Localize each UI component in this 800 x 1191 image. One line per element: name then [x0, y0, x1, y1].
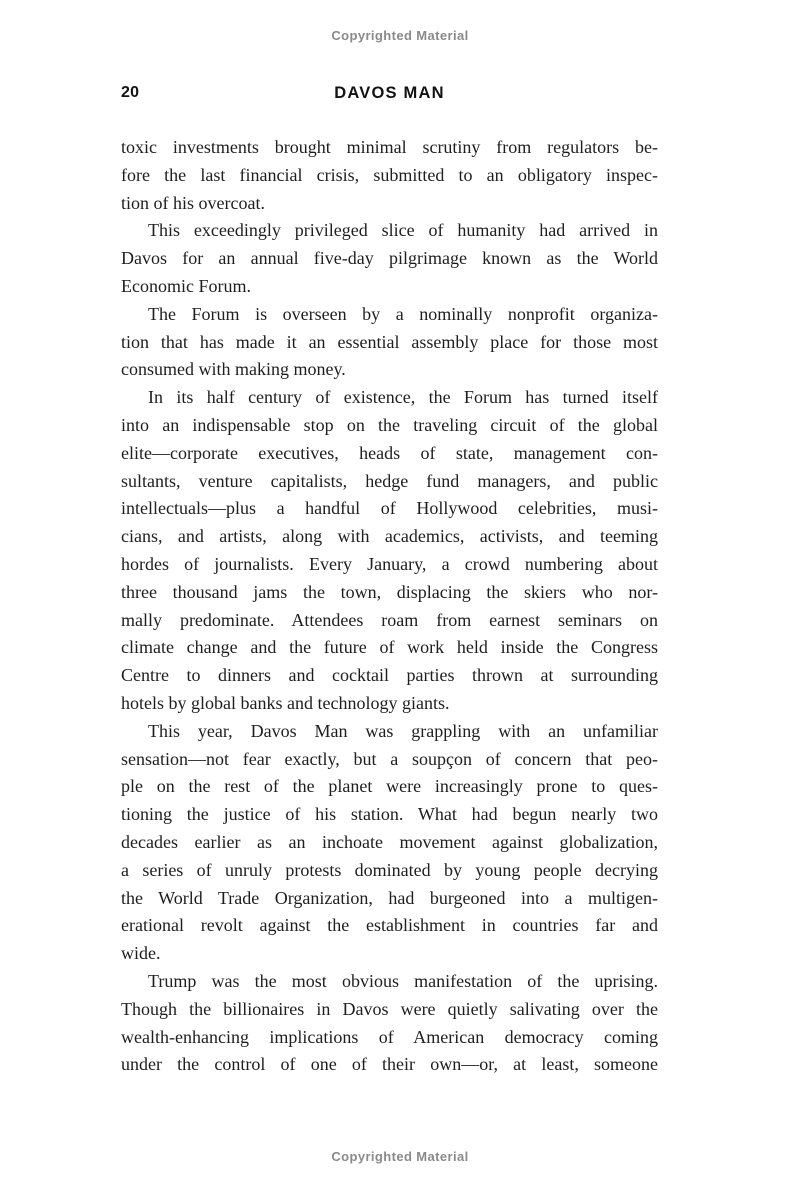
- text-line: toxic investments brought minimal scrutiny from regulators be-: [121, 137, 658, 157]
- text-line: the World Trade Organization, had burgeoned into a multigen-: [121, 887, 658, 908]
- text-line: wealth-enhancing implications of American democracy coming: [121, 1026, 658, 1047]
- text-line: fore the last financial crisis, submitted to an obligatory inspec-: [121, 164, 658, 185]
- text-line: In its half century of existence, the Forum has turned itself: [148, 387, 658, 408]
- text-line: hordes of journalists. Every January, a crowd numbering about: [121, 553, 658, 574]
- running-head: DAVOS MAN: [334, 84, 445, 102]
- text-line: wide.: [121, 943, 161, 964]
- text-line: sultants, venture capitalists, hedge fund managers, and public: [121, 470, 658, 491]
- text-line: a series of unruly protests dominated by young people decrying: [121, 859, 658, 880]
- text-block: [121, 134, 658, 1079]
- text-line: This year, Davos Man was grappling with an unfamiliar: [148, 720, 658, 741]
- text-line: Trump was the most obvious manifestation of the uprising.: [148, 970, 658, 991]
- text-line: into an indispensable stop on the traveling circuit of the global: [121, 414, 658, 435]
- page-number: 20: [121, 84, 140, 101]
- text-line: three thousand jams the town, displacing the skiers who nor-: [121, 581, 658, 602]
- text-line: tioning the justice of his station. What had begun nearly two: [121, 804, 658, 825]
- text-line: Centre to dinners and cocktail parties thrown at surrounding: [121, 665, 658, 686]
- text-line: Economic Forum.: [121, 275, 251, 296]
- text-line: hotels by global banks and technology giants.: [121, 692, 450, 713]
- text-line: erational revolt against the establishment in countries far and: [121, 915, 658, 936]
- text-line: tion that has made it an essential assembly place for those most: [121, 331, 658, 352]
- text-line: decades earlier as an inchoate movement against globalization,: [121, 831, 658, 852]
- page-header: [121, 84, 658, 104]
- text-line: Davos for an annual five-day pilgrimage known as the World: [121, 248, 658, 269]
- text-line: intellectuals—plus a handful of Hollywood celebrities, musi-: [121, 498, 658, 519]
- text-line: tion of his overcoat.: [121, 192, 265, 213]
- text-line: consumed with making money.: [121, 359, 346, 380]
- copyright-notice-bottom: Copyrighted Material: [331, 1149, 469, 1164]
- text-line: elite—corporate executives, heads of state, management con-: [121, 442, 658, 463]
- text-line: under the control of one of their own—or, at least, someone: [121, 1054, 658, 1075]
- text-line: The Forum is overseen by a nominally nonprofit organiza-: [148, 303, 658, 324]
- text-line: This exceedingly privileged slice of humanity had arrived in: [148, 220, 658, 241]
- text-line: Though the billionaires in Davos were quietly salivating over the: [121, 998, 658, 1019]
- text-line: climate change and the future of work held inside the Congress: [121, 637, 658, 658]
- text-line: mally predominate. Attendees roam from earnest seminars on: [121, 609, 658, 630]
- text-line: ple on the rest of the planet were increasingly prone to ques-: [121, 776, 658, 797]
- text-line: sensation—not fear exactly, but a soupçon of concern that peo-: [121, 748, 658, 769]
- text-line: cians, and artists, along with academics, activists, and teeming: [121, 526, 658, 547]
- copyright-notice-top: Copyrighted Material: [331, 28, 469, 43]
